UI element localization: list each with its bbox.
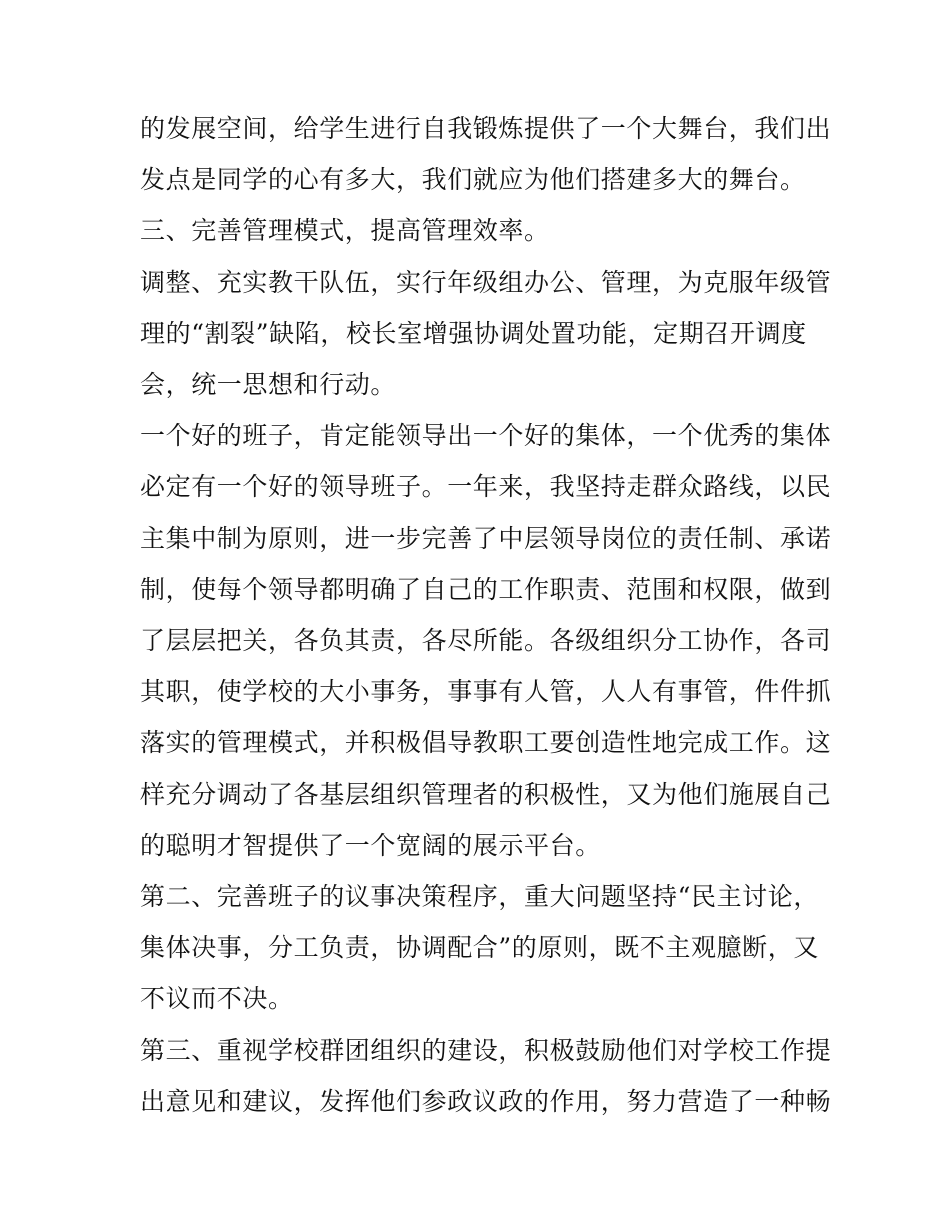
text-line: 调整、充实教干队伍，实行年级组办公、管理，为克服年级管 (140, 268, 832, 297)
text-line: 会，统一思想和行动。 (140, 370, 397, 399)
text-line: 落实的管理模式，并积极倡导教职工要创造性地完成工作。这 (140, 728, 832, 757)
text-line: 制，使每个领导都明确了自己的工作职责、范围和权限，做到 (140, 575, 832, 604)
text-line: 其职，使学校的大小事务，事事有人管，人人有事管，件件抓 (140, 677, 832, 706)
text-line: 理的“割裂”缺陷，校长室增强协调处置功能，定期召开调度 (140, 319, 807, 348)
text-line: 必定有一个好的领导班子。一年来，我坚持走群众路线，以民 (140, 472, 832, 501)
section-heading: 三、完善管理模式，提高管理效率。 (140, 216, 550, 245)
text-line: 第三、重视学校群团组织的建设，积极鼓励他们对学校工作提 (140, 1036, 832, 1065)
text-line: 的发展空间，给学生进行自我锻炼提供了一个大舞台，我们出 (140, 114, 832, 143)
text-line: 主集中制为原则，进一步完善了中层领导岗位的责任制、承诺 (140, 524, 832, 553)
text-line: 不议而不决。 (140, 984, 294, 1013)
text-line: 了层层把关，各负其责，各尽所能。各级组织分工协作，各司 (140, 626, 832, 655)
text-line: 集体决事，分工负责，协调配合”的原则，既不主观臆断，又 (140, 933, 819, 962)
text-line: 一个好的班子，肯定能领导出一个好的集体，一个优秀的集体 (140, 421, 832, 450)
text-line: 样充分调动了各基层组织管理者的积极性，又为他们施展自己 (140, 780, 832, 809)
text-line: 第二、完善班子的议事决策程序，重大问题坚持“民主讨论， (140, 882, 819, 911)
text-line: 的聪明才智提供了一个宽阔的展示平台。 (140, 831, 601, 860)
text-line: 发点是同学的心有多大，我们就应为他们搭建多大的舞台。 (140, 165, 806, 194)
text-line: 出意见和建议，发挥他们参政议政的作用，努力营造了一种畅 (140, 1087, 832, 1116)
